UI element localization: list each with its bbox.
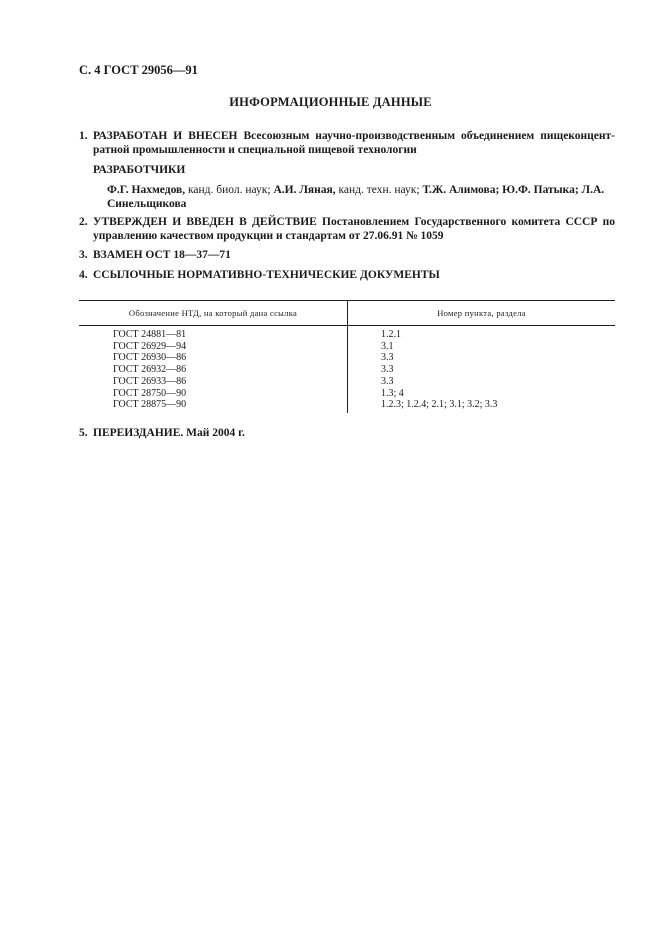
developer-degree: канд. биол. наук; bbox=[185, 184, 274, 196]
document-cell: ГОСТ 28875—90 bbox=[79, 399, 348, 413]
column-header-document: Обозначение НТД, на который дана ссылка bbox=[79, 301, 348, 326]
table-row bbox=[79, 399, 615, 413]
section-label: УТВЕРЖДЕН И ВВЕДЕН В ДЕЙСТВИЕ bbox=[93, 216, 317, 228]
section-approved bbox=[79, 215, 615, 243]
clause-cell: 3.3 bbox=[381, 364, 394, 376]
developer-name: Ф.Г. Нахмедов, bbox=[107, 184, 186, 196]
column-header-clause: Номер пункта, раздела bbox=[348, 301, 616, 326]
document-cell: ГОСТ 24881—81 bbox=[79, 326, 348, 341]
section-label: РАЗРАБОТАН И ВНЕСЕН bbox=[93, 130, 238, 142]
section-text: Всесоюзным научно-производственным объединением пищеконцент-ратной промышленности и специальной пищевой технологии bbox=[93, 130, 615, 156]
section-number: 3. bbox=[79, 249, 88, 261]
document-cell: ГОСТ 28750—90 bbox=[79, 388, 348, 400]
clause-cell: 3.3 bbox=[381, 375, 394, 387]
table-row bbox=[79, 376, 615, 388]
section-number: 2. bbox=[79, 216, 88, 228]
references-table bbox=[79, 300, 615, 413]
section-text: Постановлением Государственного комитета СССР по управлению качеством продукции и стандартам от 27.06.91 № 1059 bbox=[93, 216, 615, 242]
document-cell: ГОСТ 26933—86 bbox=[79, 376, 348, 388]
section-developed bbox=[79, 129, 615, 157]
table-row bbox=[79, 388, 615, 400]
developer-names: Т.Ж. Алимова; Ю.Ф. Патыка; Л.А. Синельщикова bbox=[107, 184, 605, 210]
clause-cell: 3.1 bbox=[381, 340, 394, 352]
table-row bbox=[79, 326, 615, 341]
clause-cell: 3.3 bbox=[381, 352, 394, 364]
section-label: ВЗАМЕН ОСТ 18—37—71 bbox=[93, 249, 231, 261]
table-header-row bbox=[79, 301, 615, 326]
developers-title: РАЗРАБОТЧИКИ bbox=[93, 164, 186, 176]
document-cell: ГОСТ 26930—86 bbox=[79, 352, 348, 364]
clause-cell: 1.2.1 bbox=[381, 329, 401, 340]
section-number: 5. bbox=[79, 427, 88, 439]
document-cell: ГОСТ 26932—86 bbox=[79, 364, 348, 376]
table-row bbox=[79, 352, 615, 364]
section-label: ПЕРЕИЗДАНИЕ. Май 2004 г. bbox=[93, 427, 245, 439]
section-number: 1. bbox=[79, 130, 88, 142]
clause-cell: 1.3; 4 bbox=[381, 387, 404, 399]
section-label: ССЫЛОЧНЫЕ НОРМАТИВНО-ТЕХНИЧЕСКИЕ ДОКУМЕНТЫ bbox=[93, 269, 440, 281]
table-row bbox=[79, 341, 615, 353]
section-reissue bbox=[79, 426, 615, 440]
page-title: ИНФОРМАЦИОННЫЕ ДАННЫЕ bbox=[229, 95, 432, 109]
table-row bbox=[79, 364, 615, 376]
section-replaces bbox=[79, 248, 615, 262]
clause-cell: 1.2.3; 1.2.4; 2.1; 3.1; 3.2; 3.3 bbox=[381, 399, 498, 411]
document-cell: ГОСТ 26929—94 bbox=[79, 341, 348, 353]
developer-degree: канд. техн. наук; bbox=[335, 184, 423, 196]
section-references bbox=[79, 268, 615, 282]
developer-name: А.И. Ляная, bbox=[273, 184, 336, 196]
page-header: С. 4 ГОСТ 29056—91 bbox=[79, 63, 198, 77]
developers-list bbox=[107, 183, 615, 211]
section-number: 4. bbox=[79, 269, 88, 281]
